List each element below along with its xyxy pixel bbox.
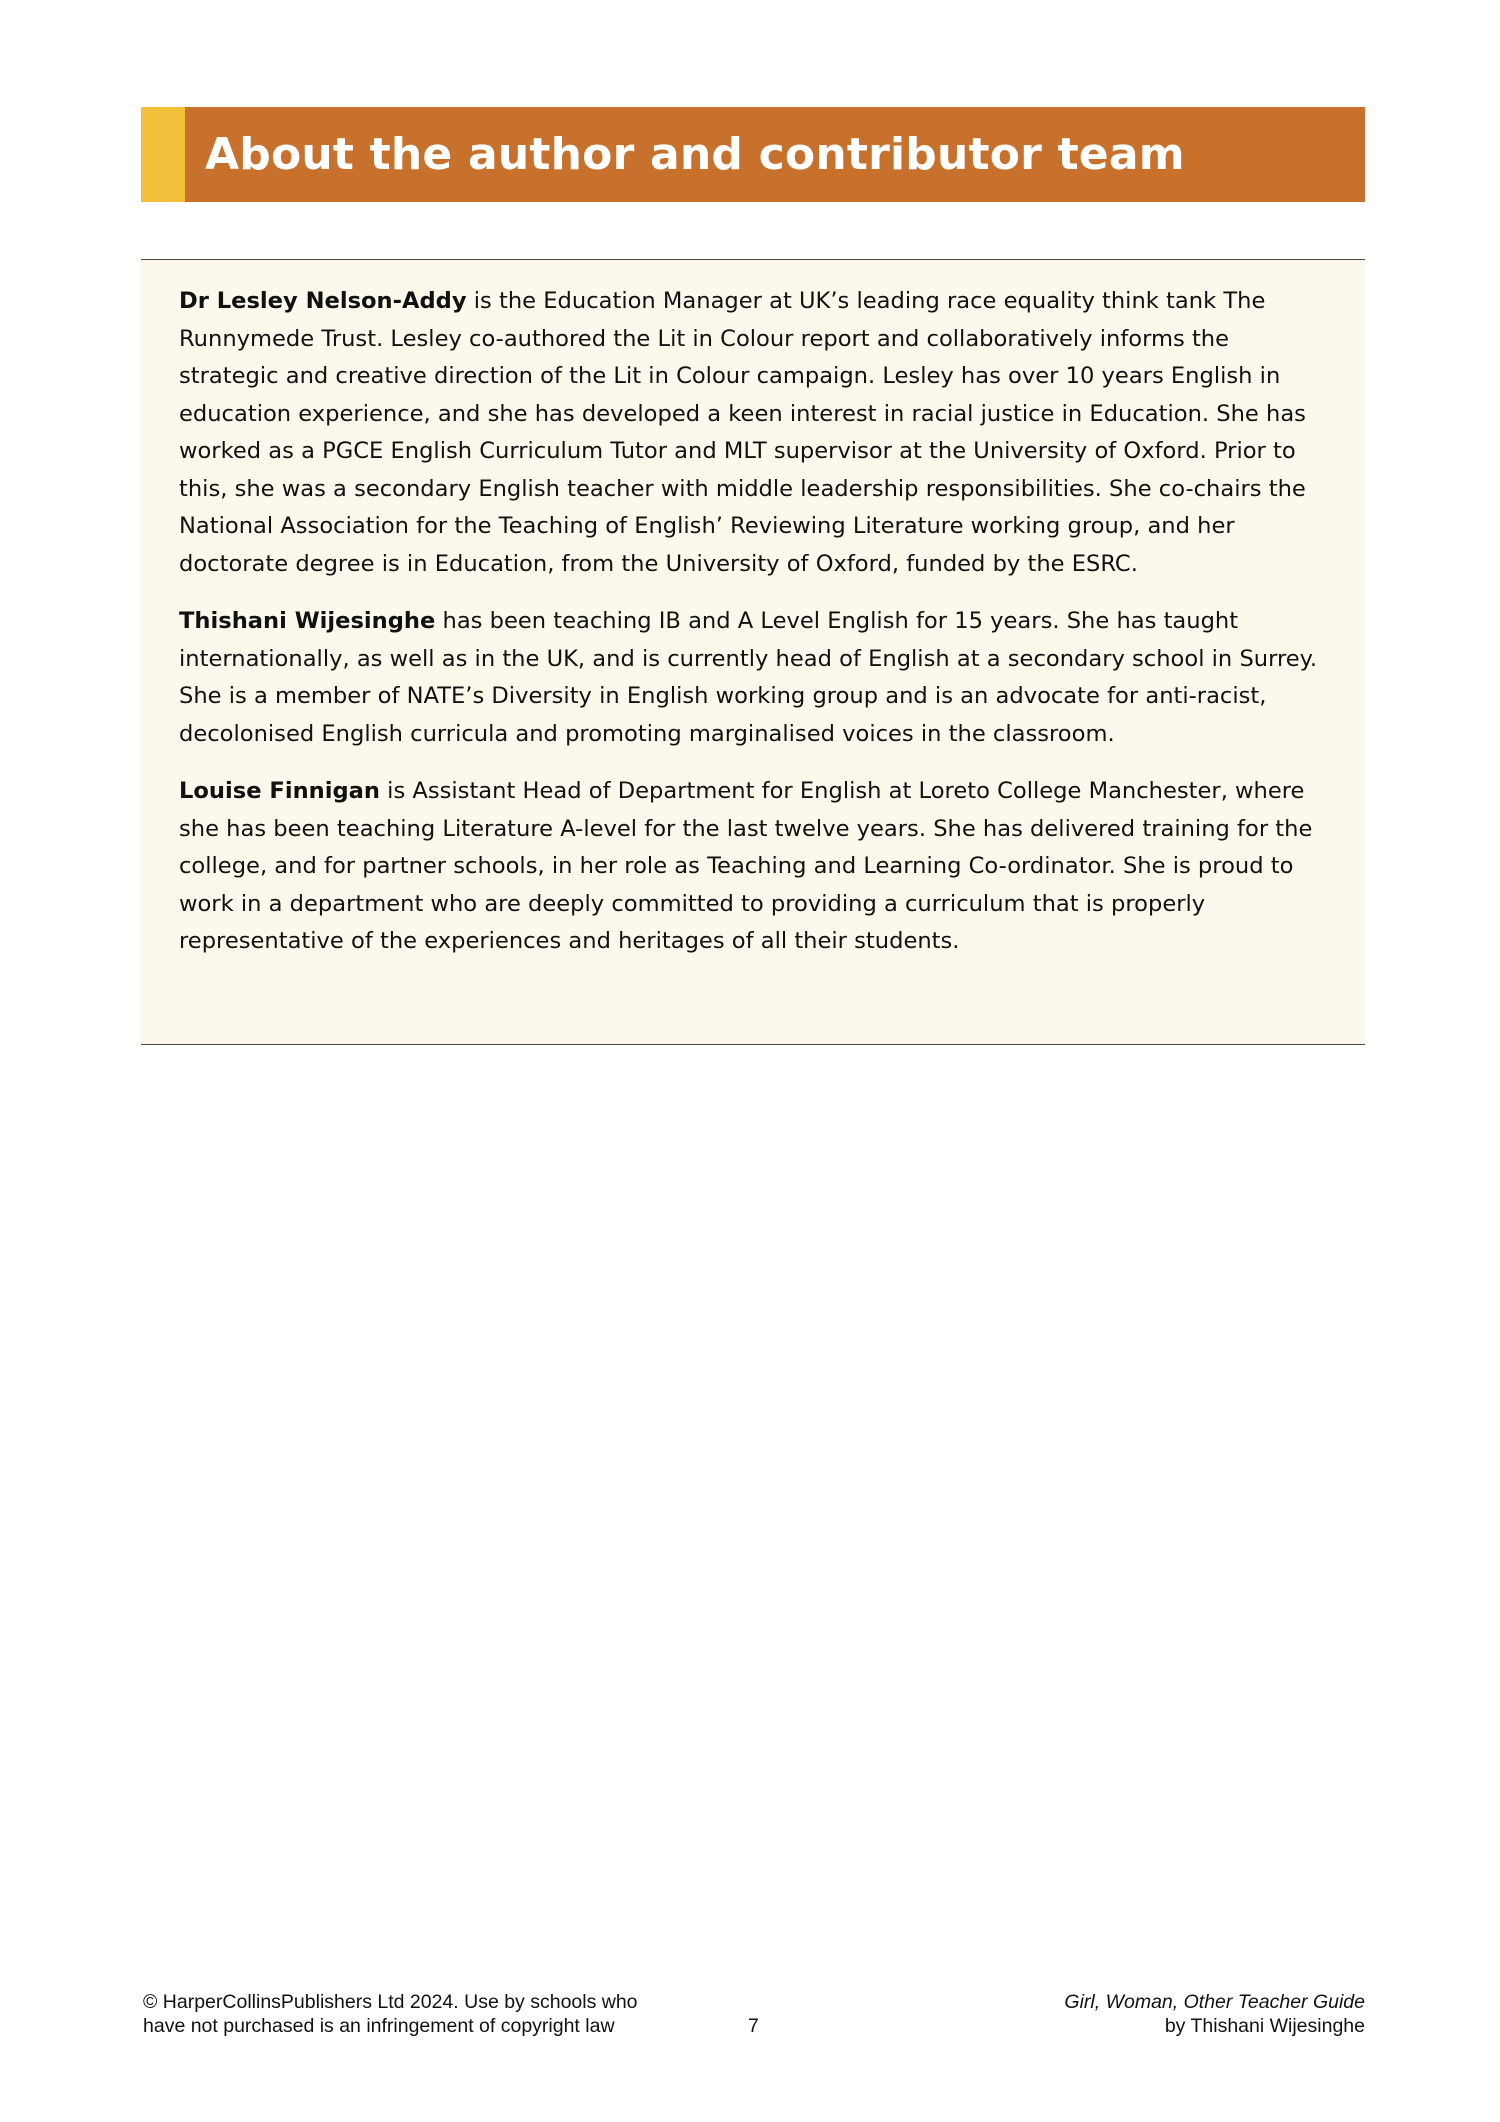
bio-paragraph-lesley [179,283,1327,583]
copyright-line-1: © HarperCollinsPublishers Ltd 2024. Use by schools who [143,1991,638,2013]
copyright-line-2: have not purchased is an infringement of copyright law [143,2015,615,2037]
bio-name: Louise Finnigan [179,778,380,804]
bio-panel [141,259,1365,1045]
guide-title: Girl, Woman, Other Teacher Guide [1064,1991,1365,2013]
guide-author: by Thishani Wijesinghe [1164,2015,1365,2037]
bio-name: Dr Lesley Nelson-Addy [179,288,467,314]
page-title: About the author and contributor team [205,129,1185,180]
bio-paragraph-thishani [179,603,1327,753]
bio-name: Thishani Wijesinghe [179,608,436,634]
bio-paragraph-louise [179,773,1327,961]
bio-text: has been teaching IB and A Level English for 15 years. She has taught internationally, as well as in the UK, and is currently head of English at a secondary school in Surrey. She is a member of NATE’s Diversity in English working group and is an advocate for anti-racist, decolonised English curricula and promoting marginalised voices in the classroom. [179,608,1318,747]
footer-copyright [143,1990,703,2038]
bio-text: is Assistant Head of Department for English at Loreto College Manchester, where she has been teaching Literature A-level for the last twelve years. She has delivered training for the college, and for partner schools, in her role as Teaching and Learning Co-ordinator. She is proud to work in a department who are deeply committed to providing a curriculum that is properly representative of the experiences and heritages of all their students. [179,778,1313,954]
footer-guide-info [865,1990,1365,2038]
section-header [141,107,1365,202]
header-band [185,107,1365,202]
header-accent-stripe [141,107,185,202]
bio-text: is the Education Manager at UK’s leading race equality think tank The Runnymede Trust. Lesley co-authored the Lit in Colour report and collaboratively informs the strategic and creative direction of the Lit in Colour campaign. Lesley has over 10 years English in education experience, and she has developed a keen interest in racial justice in Education. She has worked as a PGCE English Curriculum Tutor and MLT supervisor at the University of Oxford. Prior to this, she was a secondary English teacher with middle leadership responsibilities. She co-chairs the National Association for the Teaching of English’ Reviewing Literature working group, and her doctorate degree is in Education, from the University of Oxford, funded by the ESRC. [179,288,1306,577]
page-number: 7 [748,2015,759,2037]
